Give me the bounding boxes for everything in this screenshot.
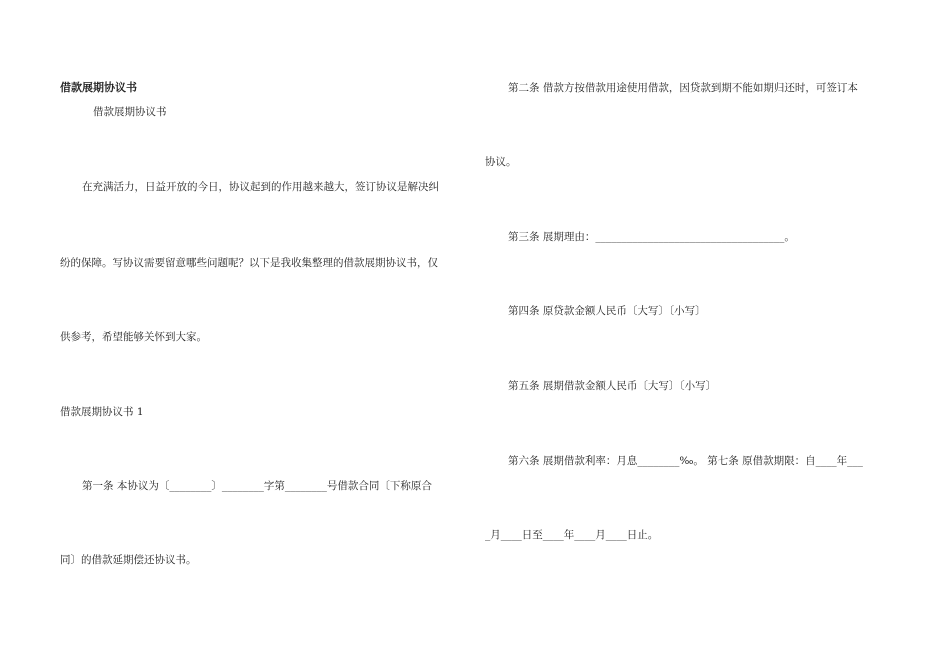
intro-line-1: 在充满活力，日益开放的今日，协议起到的作用越来越大，签订协议是解决纠 [82, 181, 439, 193]
article-3: 第三条 展期理由：____________________________________。 [508, 231, 795, 243]
article-1-line-2: 同〕的借款延期偿还协议书。 [60, 554, 197, 566]
article-7-line-2: _月____日至____年____月____日止。 [485, 529, 659, 541]
document-heading: 借款展期协议书 [60, 81, 137, 94]
intro-line-2: 纷的保障。写协议需要留意哪些问题呢？以下是我收集整理的借款展期协议书，仅 [60, 257, 438, 269]
document-subheading: 借款展期协议书 [93, 106, 167, 118]
article-6-7: 第六条 展期借款利率：月息________‰。 第七条 原借款期限：自____年___ [508, 455, 863, 467]
section-title: 借款展期协议书 1 [60, 406, 144, 418]
article-2-line-1: 第二条 借款方按借款用途使用借款，因贷款到期不能如期归还时，可签订本 [508, 82, 858, 94]
intro-line-3: 供参考，希望能够关怀到大家。 [60, 331, 207, 343]
article-5: 第五条 展期借款金额人民币〔大写〕〔小写〕 [508, 380, 717, 392]
article-1-line-1: 第一条 本协议为〔________〕________字第________号借款合同〔下称原合 [82, 480, 432, 492]
article-2-line-2: 协议。 [485, 156, 517, 168]
article-4: 第四条 原贷款金额人民币〔大写〕〔小写〕 [508, 305, 706, 317]
